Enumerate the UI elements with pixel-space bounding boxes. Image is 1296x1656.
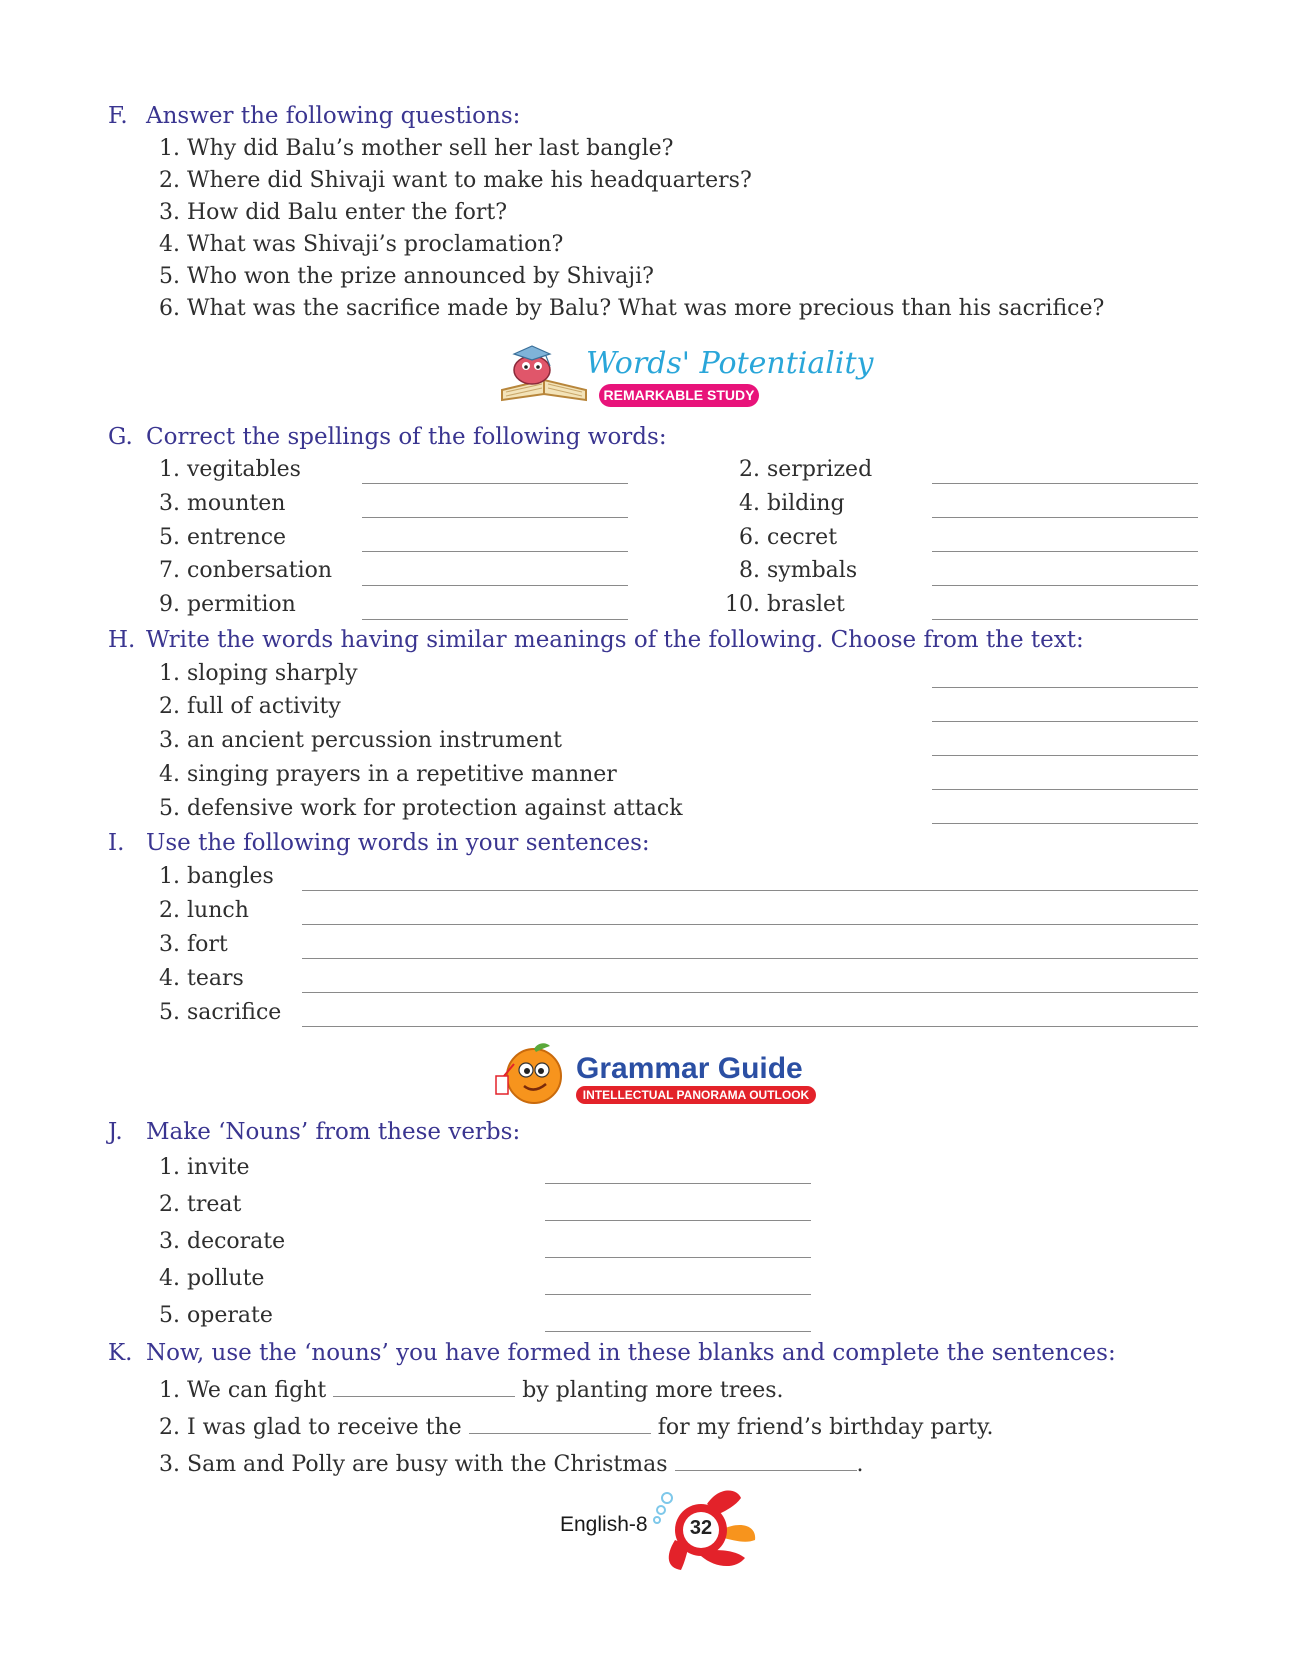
grammar-guide-title: Grammar Guide (576, 1052, 803, 1085)
answer-line[interactable] (302, 958, 1198, 959)
spelling-item: 3. mounten (159, 491, 286, 516)
verb-item: 3. decorate (159, 1229, 286, 1254)
spelling-item: 10. braslet (725, 592, 845, 617)
blank-field[interactable] (675, 1450, 857, 1471)
answer-line[interactable] (302, 924, 1198, 925)
question-item: 5. Who won the prize announced by Shivaji? (159, 264, 654, 289)
answer-line[interactable] (545, 1294, 811, 1295)
answer-line[interactable] (932, 483, 1198, 484)
answer-line[interactable] (362, 517, 628, 518)
sentence-item: 1. bangles (159, 864, 274, 889)
answer-line[interactable] (932, 517, 1198, 518)
question-item: 6. What was the sacrifice made by Balu? What was more precious than his sacrifice? (159, 296, 1105, 321)
section-i-heading: I. Use the following words in your sentences: (108, 830, 650, 856)
remarkable-study-badge: REMARKABLE STUDY (599, 384, 759, 407)
blank-field[interactable] (333, 1376, 515, 1397)
answer-line[interactable] (932, 619, 1198, 620)
spelling-item: 2. serprized (739, 457, 873, 482)
question-item: 3. How did Balu enter the fort? (159, 200, 508, 225)
section-j-heading: J. Make ‘Nouns’ from these verbs: (108, 1119, 521, 1145)
meaning-item: 3. an ancient percussion instrument (159, 728, 562, 753)
question-item: 1. Why did Balu’s mother sell her last bangle? (159, 136, 674, 161)
book-reader-icon (496, 344, 592, 406)
answer-line[interactable] (932, 551, 1198, 552)
spelling-item: 8. symbals (739, 558, 858, 583)
verb-item: 4. pollute (159, 1266, 265, 1291)
answer-line[interactable] (932, 823, 1198, 824)
answer-line[interactable] (932, 721, 1198, 722)
fill-blank-sentence: 1. We can fight by planting more trees. (159, 1378, 784, 1403)
question-item: 4. What was Shivaji’s proclamation? (159, 232, 564, 257)
fill-blank-sentence: 2. I was glad to receive the for my friend’s birthday party. (159, 1415, 994, 1440)
answer-line[interactable] (545, 1183, 811, 1184)
spelling-item: 7. conbersation (159, 558, 333, 583)
answer-line[interactable] (545, 1257, 811, 1258)
meaning-item: 2. full of activity (159, 694, 341, 719)
spelling-item: 1. vegitables (159, 457, 301, 482)
fill-blank-sentence: 3. Sam and Polly are busy with the Christmas . (159, 1452, 864, 1477)
answer-line[interactable] (362, 585, 628, 586)
answer-line[interactable] (362, 551, 628, 552)
sentence-item: 3. fort (159, 932, 228, 957)
answer-line[interactable] (302, 890, 1198, 891)
section-title: Answer the following questions: (146, 103, 521, 129)
answer-line[interactable] (362, 619, 628, 620)
answer-line[interactable] (545, 1220, 811, 1221)
answer-line[interactable] (932, 789, 1198, 790)
section-h-heading: H. Write the words having similar meanings of the following. Choose from the text: (108, 627, 1084, 653)
grammar-guide-badge: INTELLECTUAL PANORAMA OUTLOOK (576, 1086, 816, 1104)
spelling-item: 6. cecret (739, 525, 838, 550)
sentence-item: 2. lunch (159, 898, 249, 923)
spelling-item: 5. entrence (159, 525, 287, 550)
meaning-item: 1. sloping sharply (159, 661, 358, 686)
sentence-item: 5. sacrifice (159, 1000, 282, 1025)
sentence-item: 4. tears (159, 966, 244, 991)
verb-item: 5. operate (159, 1303, 273, 1328)
orange-mascot-icon (490, 1040, 568, 1108)
section-letter: F. (108, 103, 128, 129)
verb-item: 1. invite (159, 1155, 250, 1180)
blank-field[interactable] (469, 1413, 651, 1434)
answer-line[interactable] (302, 992, 1198, 993)
answer-line[interactable] (362, 483, 628, 484)
answer-line[interactable] (302, 1026, 1198, 1027)
section-f-heading (108, 103, 520, 129)
book-title: English-8 (560, 1513, 648, 1536)
section-g-heading: G. Correct the spellings of the following words: (108, 424, 667, 450)
meaning-item: 4. singing prayers in a repetitive manner (159, 762, 617, 787)
answer-line[interactable] (932, 687, 1198, 688)
spelling-item: 9. permition (159, 592, 296, 617)
meaning-item: 5. defensive work for protection against attack (159, 796, 683, 821)
verb-item: 2. treat (159, 1192, 242, 1217)
answer-line[interactable] (932, 585, 1198, 586)
question-item: 2. Where did Shivaji want to make his headquarters? (159, 168, 752, 193)
spelling-item: 4. bilding (739, 491, 845, 516)
page-number: 32 (689, 1517, 713, 1539)
answer-line[interactable] (932, 755, 1198, 756)
answer-line[interactable] (545, 1331, 811, 1332)
section-k-heading: K. Now, use the ‘nouns’ you have formed in these blanks and complete the sentences: (108, 1340, 1116, 1366)
words-potentiality-title: Words' Potentiality (586, 346, 874, 381)
